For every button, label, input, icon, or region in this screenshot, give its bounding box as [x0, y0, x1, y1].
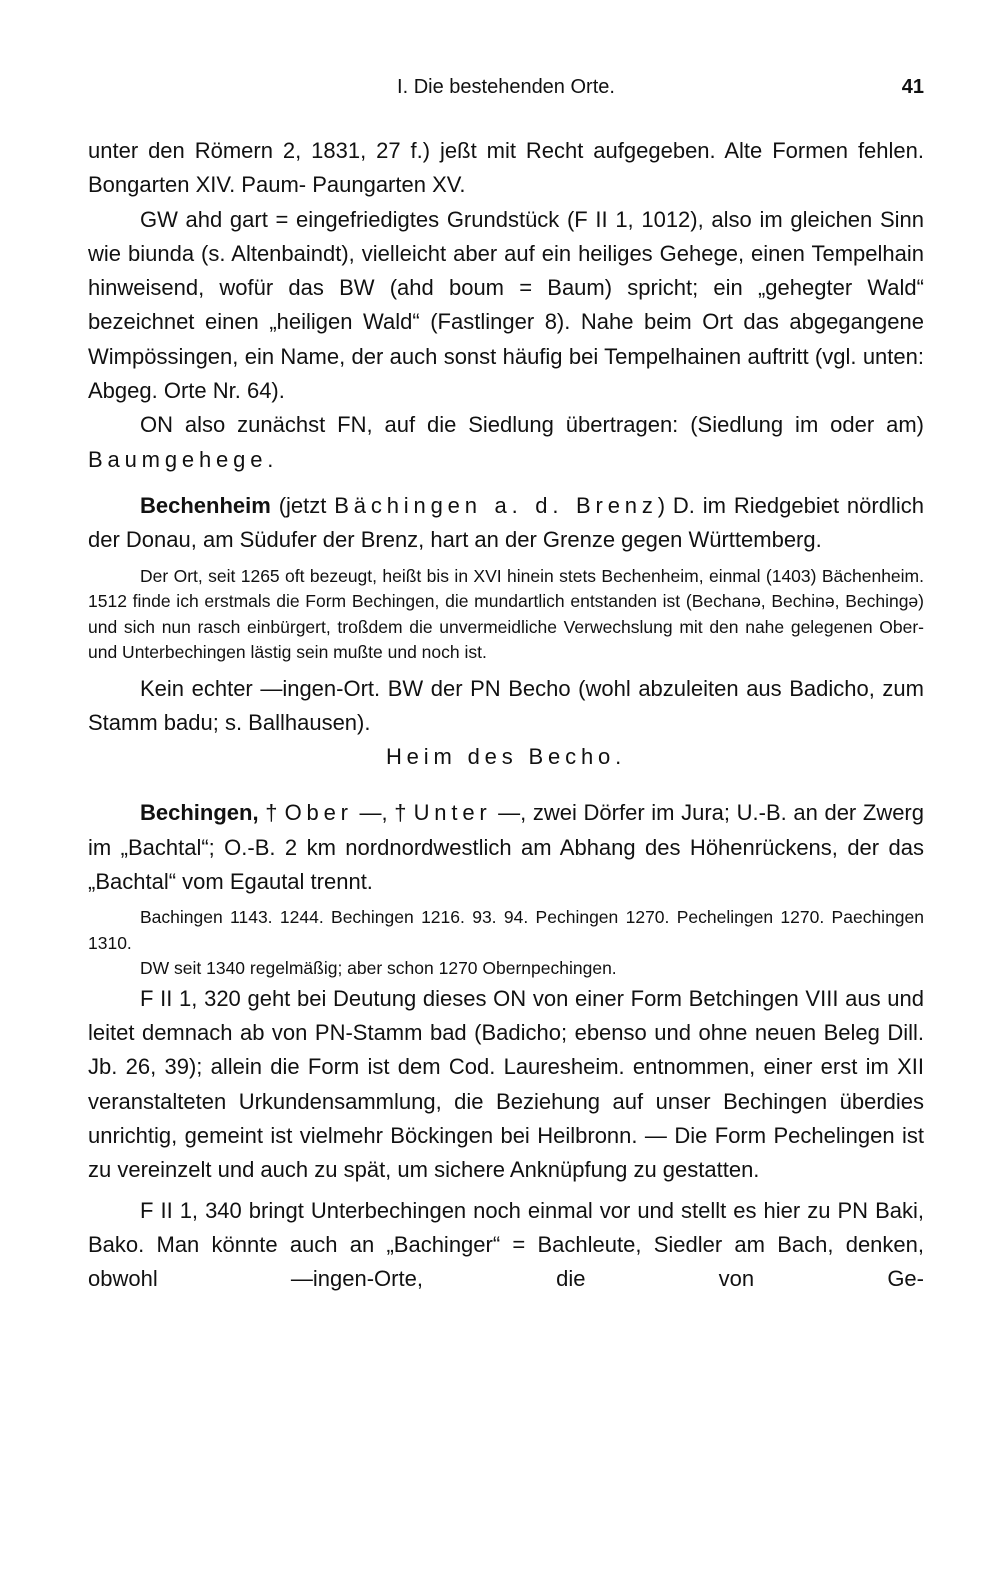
paragraph-text: —, zwei Dörfer im Jura; U.-B. an der Zwerg im „Bachtal“; O.-B. 2 km nordnordwestlich am Abhang des Höhenrückens, der das „Bachtal“ vom Egautal trennt. [88, 800, 924, 895]
running-title: I. Die bestehenden Orte. [397, 76, 615, 98]
spaced-term: Ober [284, 800, 353, 826]
paragraph-text: Kein echter —ingen-Ort. BW der PN Becho (wohl abzuleiten aus Badicho, zum Stamm badu; s. Ballhausen). [88, 675, 924, 735]
paragraph-text: GW ahd gart = eingefriedigtes Grundstück (F II 1, 1012), also im gleichen Sinn wie biunda (s. Altenbaindt), vielleicht aber auf ein heiliges Gehege, einen Tempelhain hinweisend, wofür das BW (ahd boum = Baum) spricht; ein „gehegter Wald“ bezeichnet einen „heiligen Wald“ (Fastlinger 8). Nahe beim Ort das abgegangene Wimpössingen, ein Name, der auch sonst häufig bei Tempelhainen auftritt (vgl. unten: Abgeg. Orte Nr. 64). [88, 206, 924, 404]
entry-headword: Bechingen, [140, 800, 259, 826]
page-number: 41 [901, 76, 924, 98]
entry-headword: Bechenheim [140, 492, 271, 518]
spaced-term: Unter [413, 800, 492, 826]
paragraph-text: unter den Römern 2, 1831, 27 f.) jeßt mit Recht aufgegeben. Alte Formen fehlen. Bongarten XIV. Paum- Paungarten XV. [88, 138, 924, 198]
paragraph-text: F II 1, 320 geht bei Deutung dieses ON von einer Form Betchingen VIII aus und leitet demnach ab von PN-Stamm bad (Badicho; ebenso und ohne neuen Beleg Dill. Jb. 26, 39); allein die Form ist dem Cod. Lauresheim. entnommen, einer erst im XII veranstalteten Urkundensammlung, die Beziehung auf unser Bechingen überdies unrichtig, gemeint ist vielmehr Böckingen bei Heilbronn. — Die Form Pechelingen ist zu vereinzelt und auch zu spät, um sichere Anknüpfung zu gestatten. [88, 985, 924, 1183]
paragraph-attestations [88, 905, 924, 956]
paragraph-meaning [88, 740, 924, 774]
paragraph-text: F II 1, 340 bringt Unterbechingen noch einmal vor und stellt es hier zu PN Baki, Bako. Man könnte auch an „Bachinger“ = Bachleute, Siedler am Bach, denken, obwohl —ingen-Orte, die von Ge- [88, 1197, 924, 1292]
paragraph-dw-note [88, 956, 924, 982]
paragraph-text: ON also zunächst FN, auf die Siedlung übertragen: (Siedlung im oder am) [140, 412, 924, 438]
paragraph-etymology [88, 672, 924, 741]
paragraph-gw-etymology [88, 203, 924, 409]
spaced-term: Baumgehege [88, 446, 268, 472]
paragraph-text: ) D. im Riedgebiet nördlich der Donau, am Südufer der Brenz, hart an der Grenze gegen Württemberg. [88, 492, 924, 553]
spaced-term: Bächingen a. d. Brenz [334, 492, 658, 518]
paragraph-text: Der Ort, seit 1265 oft bezeugt, heißt bis in XVI hinein stets Bechenheim, einmal (1403) Bächenheim. 1512 finde ich erstmals die Form Bechingen, die mundartlich entstanden ist (Bechanə, Bechinə, Bechingə) und sich nun rasch einbürgert, troßdem die unvermeidliche Verwechslung mit den nahe gelegenen Ober- und Unterbechingen lästig sein mußte und noch ist. [88, 565, 924, 663]
paragraph-on-conclusion [88, 408, 924, 477]
paragraph-text: † [258, 800, 285, 826]
spaced-term: Heim des Becho. [385, 744, 627, 770]
paragraph-text: DW seit 1340 regelmäßig; aber schon 1270 Obernpechingen. [140, 958, 617, 979]
paragraph-attestations [88, 564, 924, 666]
paragraph-discussion [88, 982, 924, 1188]
entry-bechingen [88, 796, 924, 899]
paragraph-text: (jetzt [270, 492, 335, 518]
paragraph-text: Bachingen 1143. 1244. Bechingen 1216. 93. 94. Pechingen 1270. Pechelingen 1270. Paechingen 1310. [88, 907, 924, 953]
page-header [88, 76, 924, 106]
paragraph-discussion-continued [88, 1194, 924, 1297]
entry-bechenheim [88, 489, 924, 558]
paragraph-text: . [267, 446, 274, 472]
paragraph-continuation [88, 134, 924, 203]
paragraph-text: —, † [352, 800, 414, 826]
book-page [88, 76, 924, 1297]
page-body [88, 134, 924, 1297]
